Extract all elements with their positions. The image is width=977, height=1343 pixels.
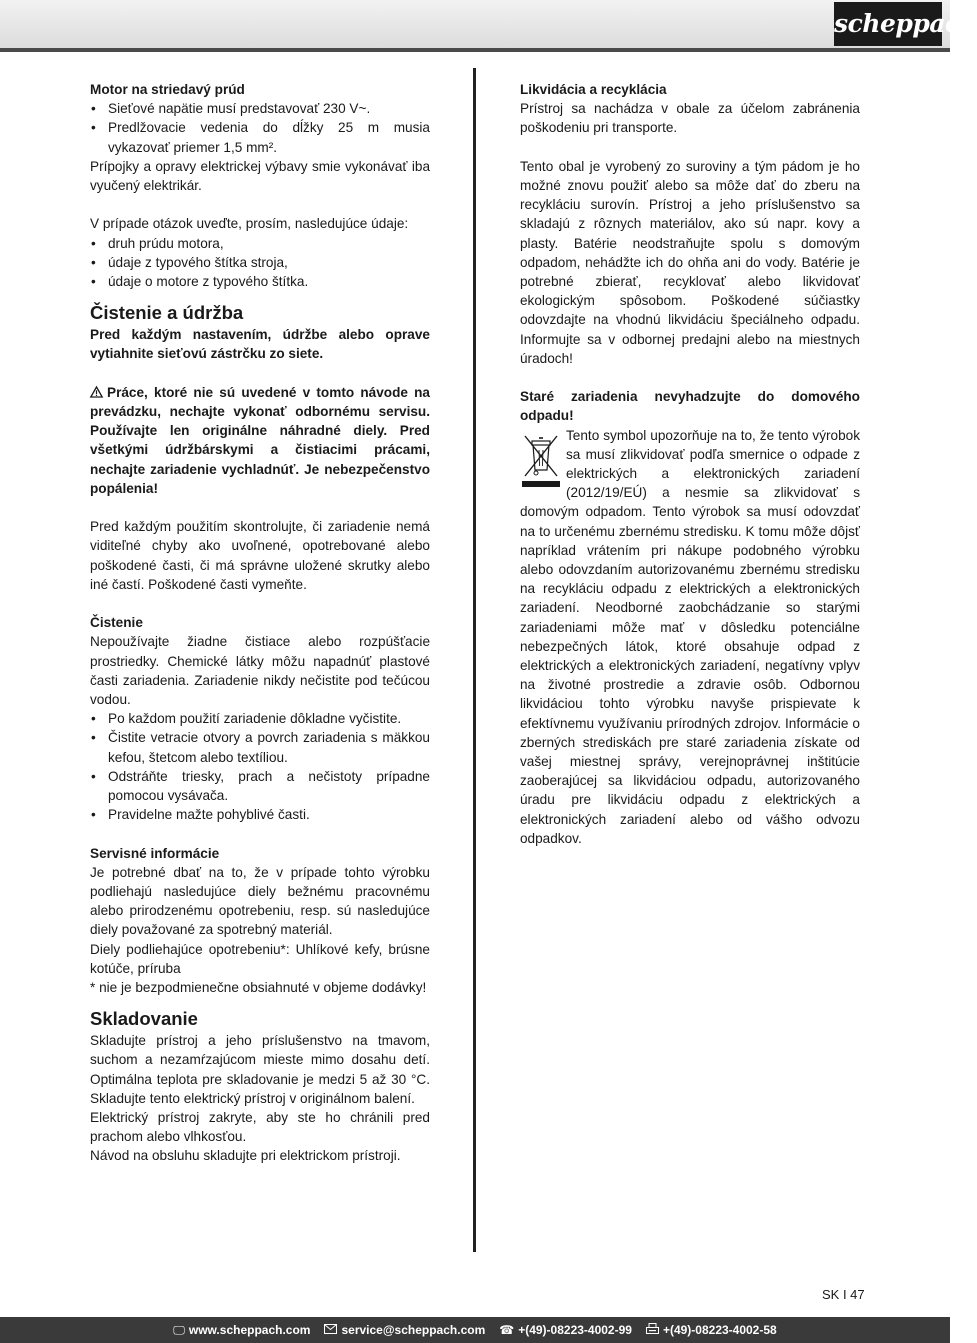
crossed-bin-icon: [520, 432, 562, 487]
storage-manual: Návod na obsluhu skladujte pri elektrickom prístroji.: [90, 1148, 401, 1164]
footer-phone[interactable]: ☎ +(49)-08223-4002-99: [499, 1323, 632, 1337]
list-item: • Pravidelne mažte pohyblivé časti.: [90, 805, 430, 824]
motor-note: Prípojky a opravy elektrickej výbavy smie vykonávať iba vyučený elektrikár.: [90, 158, 430, 194]
list-item: • druh prúdu motora,: [90, 234, 430, 253]
service-paragraph: Je potrebné dbať na to, že v prípade tohto výrobku podliehajú nasledujúce diely bežnému pracovnému alebo prirodzenému opotrebeniu, resp. sú nasledujúce diely považované za spotrebný materiál.: [90, 864, 430, 938]
pre-use-check: Pred každým použitím skontrolujte, či zariadenie nemá viditeľné chyby ako uvoľnené, opotrebované alebo poškodené časti, či má správne uložené skrutky alebo iné častí. Poškodené časti vymeňte.: [90, 519, 430, 592]
wear-parts-note: * nie je bezpodmienečne obsiahnuté v objeme dodávky!: [90, 980, 427, 996]
header-rule: [0, 48, 950, 52]
list-item: • údaje z typového štítka stroja,: [90, 253, 430, 272]
cleaning-heading: Čistenie: [90, 615, 143, 631]
service-heading: Servisné informácie: [90, 845, 220, 861]
list-item: • Predlžovacie vedenia do dĺžky 25 m musia vykazovať priemer 1,5 mm².: [90, 118, 430, 156]
page-number: SK I 47: [822, 1287, 865, 1302]
service-warning: Práce, ktoré nie sú uvedené v tomto návode na prevádzku, nechajte vykonať odbornému servisu. Používajte len originálne náhradné diely. Pred všetkými údržbárskymi a čistiacimi prácami, nechajte zariadenie vychladnúť. Je nebezpečenstvo popálenia!: [90, 384, 430, 496]
storage-cover: Elektrický prístroj zakryte, aby ste ho chránili pred prachom alebo vlhkosťou.: [90, 1110, 430, 1145]
list-item: • údaje o motore z typového štítka.: [90, 272, 430, 291]
old-devices-heading: Staré zariadenia nevyhadzujte do domového odpadu!: [520, 389, 860, 424]
footer-email[interactable]: service@scheppach.com: [324, 1323, 485, 1337]
questions-list: [90, 234, 430, 292]
column-divider: [473, 68, 476, 1252]
left-column: [90, 80, 430, 1166]
list-item: • Sieťové napätie musí predstavovať 230 V~.: [90, 99, 430, 118]
wear-parts: Diely podliehajúce opotrebeniu*: Uhlíkové kefy, brúsne kotúče, príruba: [90, 941, 430, 976]
unplug-warning: Pred každým nastavením, údržbe alebo oprave vytiahnite sieťovú zástrčku zo siete.: [90, 327, 430, 362]
header-band: [0, 0, 950, 48]
fax-icon: [646, 1323, 659, 1337]
weee-paragraph: Tento symbol upozorňuje na to, že tento výrobok sa musí zlikvidovať podľa smernice o odpade z elektrických a elektronických zariadení (2012/19/EÚ) a nesmie sa zlikvidovať s domovým odpadom. Tento výrobok sa musí odovzdať na to určenému zbernému stredisku. K tomu môže dôjsť napríklad vrátením pri nákupe podobného výrobku alebo odovzdaním autorizovanému zbernému stredisku na recykláciu odpadu z elektrických a elektronických zariadení. Neodborné zaobchádzanie so starými zariadeniami môže mať v dôsledku potenciálne nebezpečných látok, ktoré obsahuje odpad z elektrických a elektronických zariadení, negatívny vplyv na životné prostredie a zdravie osôb. Odbornou likvidáciou tohto výrobku navyše prispievate k efektívnemu využívaniu prírodných zdrojov. Informácie o zberných strediskách pre staré zariadenia získate od vašej miestnej správy, verejnoprávnej inštitúcie zaoberajúcej sa likvidáciou odpadu, autorizovaného úradu pre likvidáciu odpadu z elektrických a elektronických zariadení alebo od vášho odvozu odpadkov.: [520, 427, 860, 846]
list-item: • Odstráňte triesky, prach a nečistoty prípadne pomocou vysávača.: [90, 767, 430, 805]
motor-heading: Motor na striedavý prúd: [90, 82, 245, 97]
packaging-paragraph: Tento obal je vyrobený zo suroviny a tým pádom je ho možné znovu použiť alebo sa môže dať do zberu na recykláciu surovín. Prístroj a jeho príslušenstvo sa skladajú z rôznych materiálov, ako sú napr. kovy a plasty. Batérie neodstraňujte spolu s domovým odpadom, nehádžte ich do ohňa ani do vody. Batérie je potrebné zbierať, recyklovať alebo likvidovať ekologickým spôsobom. Poškodené súčiastky odovzdajte na vhodnú likvidáciu špeciálneho odpadu. Informujte sa v odbornej predajni alebo na miestnych úradoch!: [520, 158, 860, 366]
disposal-paragraph: Prístroj sa nachádza v obale za účelom zabránenia poškodeniu pri transporte.: [520, 101, 860, 136]
scheppach-logo: scheppach: [834, 2, 942, 46]
cleaning-maintenance-heading: Čistenie a údržba: [90, 302, 244, 324]
storage-heading: Skladovanie: [90, 1008, 198, 1030]
footer-fax[interactable]: +(49)-08223-4002-58: [646, 1323, 777, 1337]
storage-paragraph: Skladujte prístroj a jeho príslušenstvo na tmavom, suchom a nezamŕzajúcom mieste mimo dosahu detí. Optimálna teplota pre skladovanie je medzi 5 až 30 °C. Skladujte tento elektrický prístroj v originálnom balení.: [90, 1033, 430, 1106]
envelope-icon: [324, 1323, 337, 1337]
motor-list: [90, 99, 430, 157]
telephone-icon: ☎: [499, 1323, 515, 1337]
list-item: • Čistite vetracie otvory a povrch zariadenia s mäkkou kefou, štetcom alebo textíliou.: [90, 728, 430, 766]
cleaning-list: [90, 709, 430, 824]
footer-web[interactable]: 🖵 www.scheppach.com: [173, 1322, 311, 1337]
list-item: • Po každom použití zariadenie dôkladne vyčistite.: [90, 709, 430, 728]
disposal-heading: Likvidácia a recyklácia: [520, 82, 667, 97]
right-column: [520, 80, 860, 848]
warning-triangle-icon: [90, 385, 107, 400]
footer-contacts: [0, 1317, 950, 1343]
monitor-icon: 🖵: [173, 1322, 185, 1337]
questions-intro: V prípade otázok uveďte, prosím, nasledujúce údaje:: [90, 216, 409, 232]
cleaning-paragraph: Nepoužívajte žiadne čistiace alebo rozpúšťacie prostriedky. Chemické látky môžu napadnúť plastové časti zariadenia. Zariadenie nikdy nečistite pod tečúcou vodou.: [90, 634, 430, 708]
